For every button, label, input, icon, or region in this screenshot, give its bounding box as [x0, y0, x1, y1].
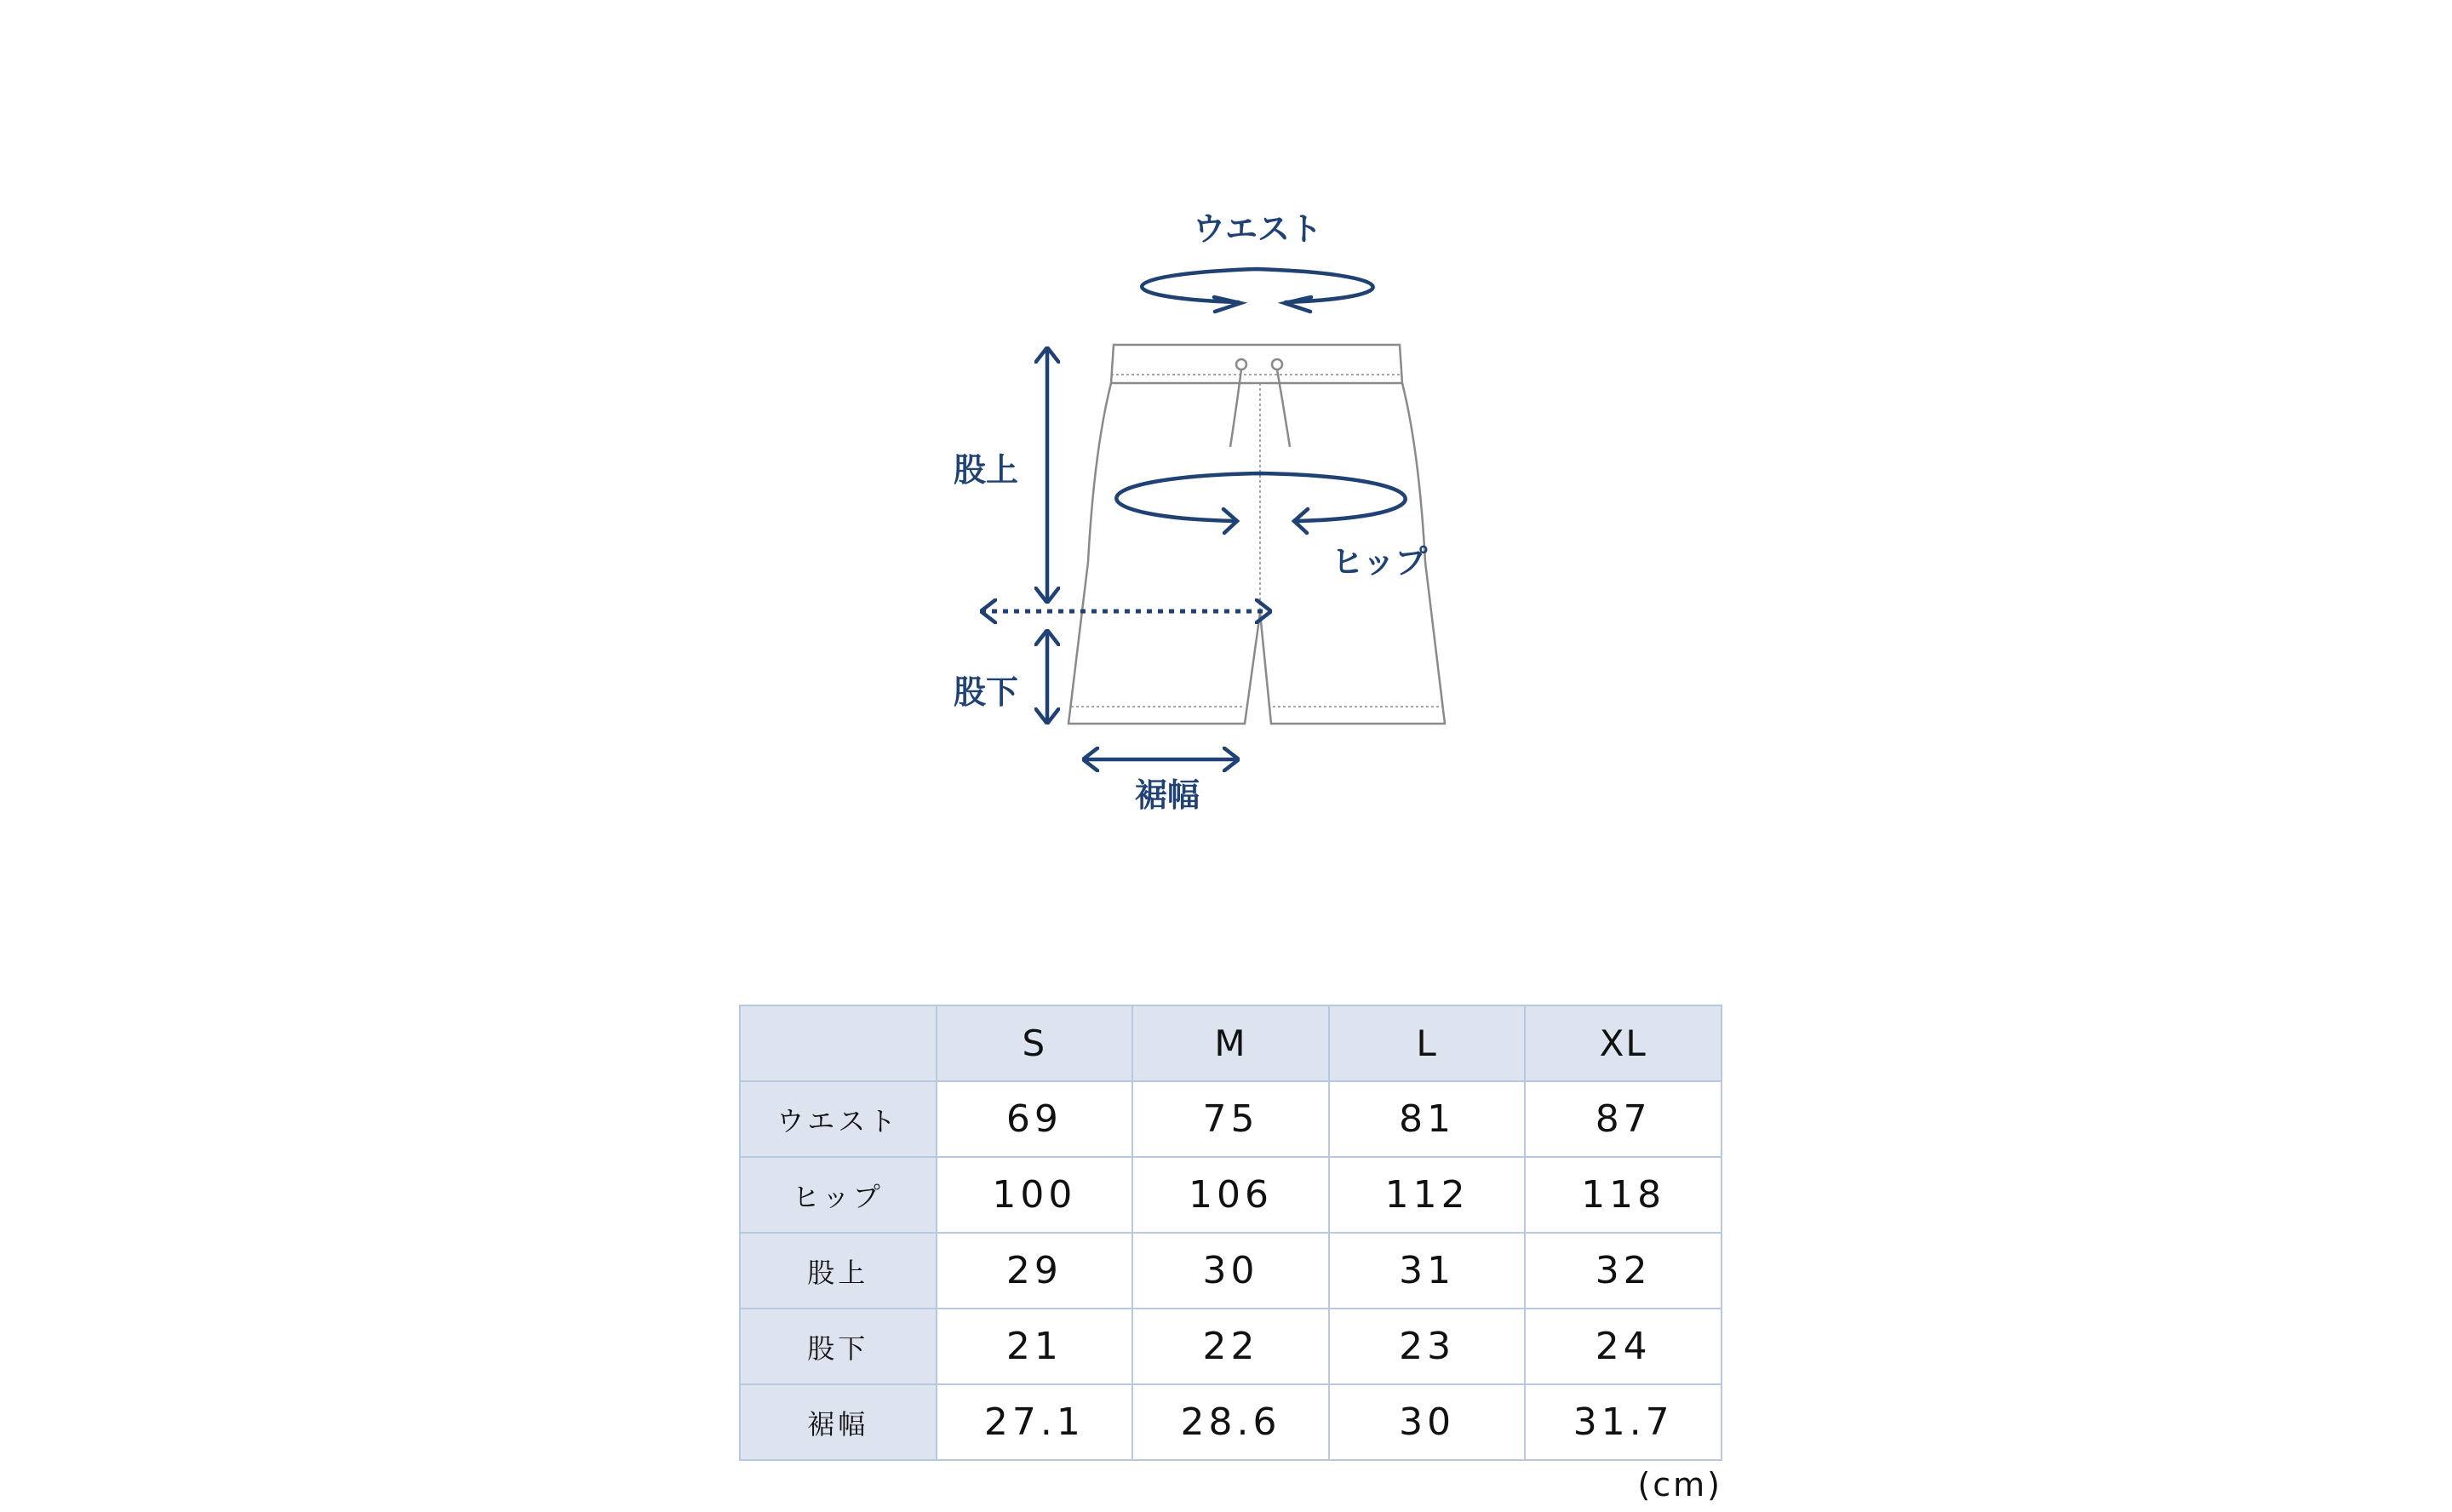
row-label: 股下	[740, 1309, 937, 1384]
unit-label: (cm)	[1637, 1466, 1722, 1503]
cell-value: 87	[1525, 1081, 1722, 1157]
row-label: ヒップ	[740, 1157, 937, 1233]
row-label: ウエスト	[740, 1081, 937, 1157]
table-row-waist	[740, 1081, 1722, 1157]
cell-value: 112	[1329, 1157, 1526, 1233]
waist-arrow-right-icon	[1285, 297, 1311, 312]
cell-value: 28.6	[1132, 1384, 1329, 1460]
cell-value: 22	[1132, 1309, 1329, 1384]
hem-width-label: 裾幅	[1134, 776, 1200, 814]
hip-measure	[1116, 473, 1405, 533]
drawstring-eyelet-left	[1236, 359, 1246, 369]
header-size-l: L	[1329, 1005, 1526, 1081]
drawstring-right	[1277, 369, 1290, 447]
header-size-xl: XL	[1525, 1005, 1722, 1081]
waist-arrow-left-icon	[1214, 297, 1240, 312]
table-header-row	[740, 1005, 1722, 1081]
cell-value: 118	[1525, 1157, 1722, 1233]
cell-value: 30	[1132, 1233, 1329, 1309]
inseam-label: 股下	[953, 673, 1019, 711]
cell-value: 29	[937, 1233, 1133, 1309]
hip-label: ヒップ	[1331, 543, 1428, 581]
row-label: 股上	[740, 1233, 937, 1309]
shorts-outline	[1068, 345, 1445, 724]
waist-measure	[1142, 269, 1372, 312]
cell-value: 75	[1132, 1081, 1329, 1157]
waist-loop	[1142, 269, 1372, 302]
size-chart-table	[739, 1005, 1722, 1461]
cell-value: 106	[1132, 1157, 1329, 1233]
table-row-inseam	[740, 1309, 1722, 1384]
rise-label: 股上	[953, 451, 1019, 489]
cell-value: 24	[1525, 1309, 1722, 1384]
corner-cell	[740, 1005, 937, 1081]
table-row-rise	[740, 1233, 1722, 1309]
waist-label: ウエスト	[1192, 210, 1323, 248]
cell-value: 27.1	[937, 1384, 1133, 1460]
cell-value: 31.7	[1525, 1384, 1722, 1460]
cell-value: 31	[1329, 1233, 1526, 1309]
cell-value: 21	[937, 1309, 1133, 1384]
header-size-s: S	[937, 1005, 1133, 1081]
drawstring-left	[1230, 369, 1241, 447]
table-row-hip	[740, 1157, 1722, 1233]
cell-value: 100	[937, 1157, 1133, 1233]
cell-value: 23	[1329, 1309, 1526, 1384]
cell-value: 30	[1329, 1384, 1526, 1460]
cell-value: 32	[1525, 1233, 1722, 1309]
hip-loop	[1116, 473, 1405, 521]
header-size-m: M	[1132, 1005, 1329, 1081]
waistband	[1111, 345, 1402, 383]
cell-value: 69	[937, 1081, 1133, 1157]
drawstring-eyelet-right	[1272, 359, 1282, 369]
row-label: 裾幅	[740, 1384, 937, 1460]
table-row-hem-width	[740, 1384, 1722, 1460]
cell-value: 81	[1329, 1081, 1526, 1157]
